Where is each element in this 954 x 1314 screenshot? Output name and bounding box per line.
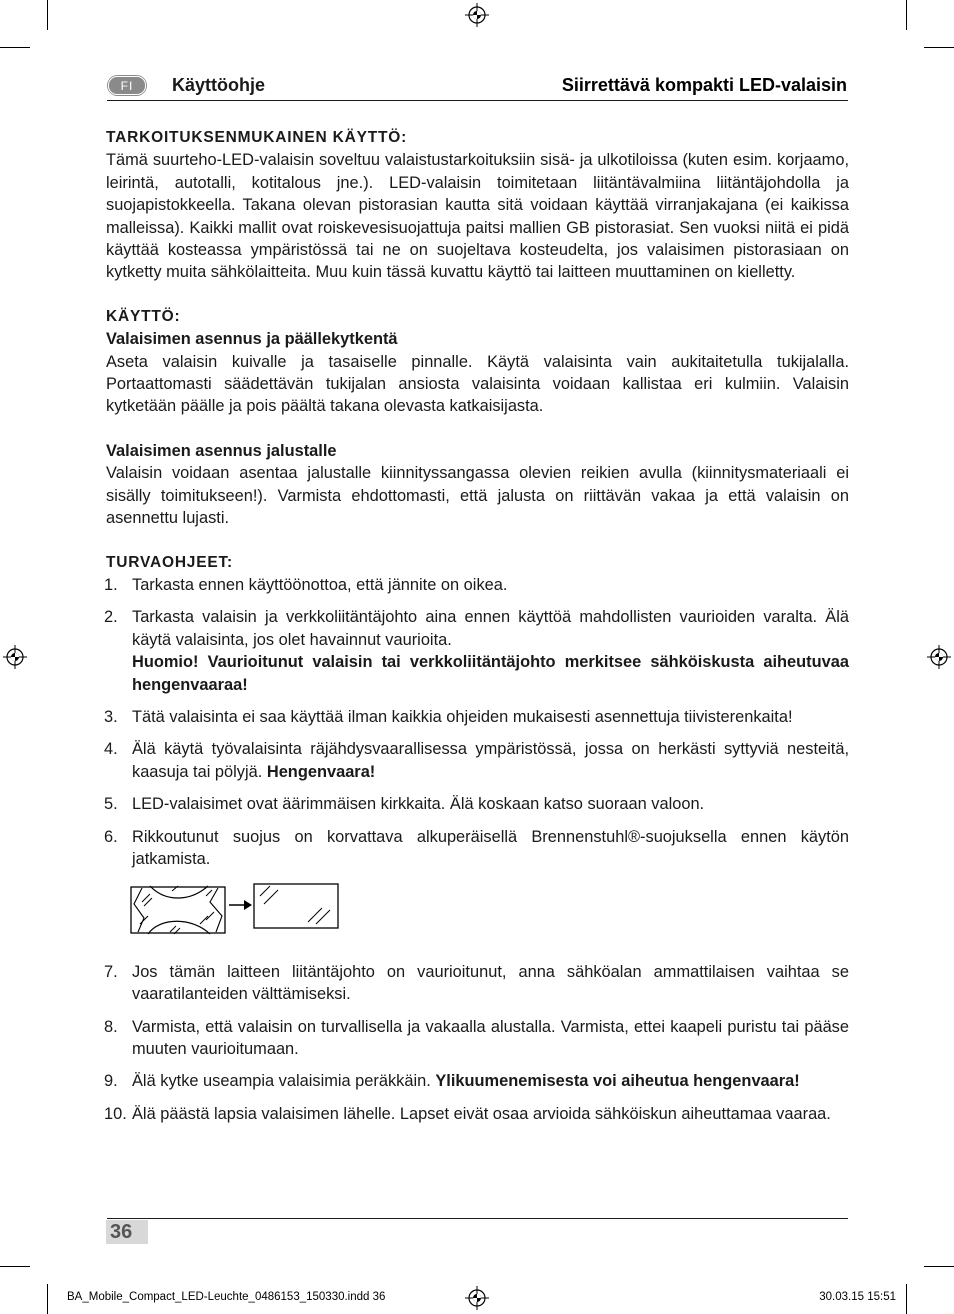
registration-mark-icon — [465, 3, 489, 27]
crop-mark — [924, 1266, 954, 1267]
item-warning: Hengenvaara! — [266, 762, 376, 781]
item-warning: Huomio! Vaurioitunut valaisin tai verkkoliitäntäjohto merkitsee sähköiskusta aiheutuvaa hengenvaaraa! — [132, 653, 849, 694]
safety-list-continued — [106, 961, 849, 1125]
crop-mark — [47, 1284, 48, 1314]
safety-item — [106, 1016, 849, 1061]
usage-stand-text: Valaisin voidaan asentaa jalustalle kiinnityssangassa olevien reikien avulla (kiinnitysmateriaali ei sisälly toimitukseen!). Varmista ehdottomasti, että jalusta on riittävän vakaa ja että valaisin on asennettu lujasti. — [106, 464, 849, 528]
intended-use-heading: TARKOITUKSENMUKAINEN KÄYTTÖ: — [106, 129, 408, 146]
item-text: LED-valaisimet ovat äärimmäisen kirkkaita. Älä koskaan katso suoraan valoon. — [132, 795, 705, 814]
item-number: 2. — [104, 608, 118, 627]
intended-use-text: Tämä suurteho-LED-valaisin soveltuu valaistustarkoituksiin sisä- ja ulkotiloissa (kuten esim. korjaamo, leirintä, autotalli, kotitalous jne.). LED-valaisin toimitetaan liitäntävalmiina liitäntäjohdolla ja suojapistokkeella. Takana olevan pistorasian kautta sitä voidaan käyttää virranjakajana (ei kaikissa malleissa). Kaikki mallit ovat roiskevesisuojattuja paitsi mallien GB pistorasiat. Sen vuoksi niitä ei pidä käyttää kosteassa ympäristössä tai ne on suojeltava kosteudelta, jos valaisimen pistorasiaan on kytketty muita sähkölaitteita. Muu kuin tässä kuvattu käyttö tai laitteen muuttaminen on kielletty. — [106, 151, 849, 282]
item-number: 1. — [104, 575, 118, 594]
intact-cover-icon — [254, 884, 338, 928]
crop-mark — [906, 1284, 907, 1314]
cover-replacement-illustration — [130, 882, 350, 938]
item-number: 9. — [104, 1072, 118, 1091]
crop-mark — [924, 47, 954, 48]
registration-mark-icon — [927, 645, 951, 669]
usage-subheading-setup: Valaisimen asennus ja päällekytkentä — [106, 330, 398, 349]
safety-item — [106, 1070, 849, 1092]
item-text: Älä käytä työvalaisinta räjähdysvaarallisessa ympäristössä, jossa on herkästi syttyviä nesteitä, kaasuja tai pölyjä. — [132, 740, 849, 781]
item-text: Jos tämän laitteen liitäntäjohto on vaurioitunut, anna sähköalan ammattilaisen vaihtaa se vaaratilanteiden välttämiseksi. — [132, 962, 849, 1004]
item-warning: Ylikuumenemisesta voi aiheutua hengenvaara! — [435, 1072, 800, 1091]
item-text: Älä kytke useampia valaisimia peräkkäin. — [132, 1072, 431, 1091]
usage-subheading-stand: Valaisimen asennus jalustalle — [106, 441, 337, 460]
safety-heading: TURVAOHJEET: — [106, 553, 234, 571]
crop-mark — [0, 47, 30, 48]
safety-list — [106, 574, 849, 870]
page-number: 36 — [106, 1220, 148, 1244]
item-text: Tarkasta valaisin ja verkkoliitäntäjohto aina ennen käyttöä mahdollisten vaurioiden varalta. Älä käytä valaisinta, jos olet havainnut vaurioita. — [132, 608, 849, 649]
item-text: Rikkoutunut suojus on korvattava alkuperäisellä Brennenstuhl®-suojuksella ennen käytön jatkamista. — [132, 827, 849, 868]
item-text: Tätä valaisinta ei saa käyttää ilman kaikkia ohjeiden mukaisesti asennettuja tiivisterenkaita! — [132, 707, 793, 726]
item-text: Varmista, että valaisin on turvallisella ja vakaalla alustalla. Varmista, ettei kaapeli puristu tai pääse muuten vaurioitumaan. — [132, 1017, 849, 1058]
safety-item — [106, 738, 849, 783]
registration-mark-icon — [3, 645, 27, 669]
item-number: 4. — [104, 740, 118, 759]
item-number: 10. — [104, 1104, 127, 1123]
crop-mark — [906, 0, 907, 30]
item-number: 8. — [104, 1017, 118, 1036]
broken-cover-icon — [131, 886, 225, 934]
usage-heading: KÄYTTÖ: — [106, 307, 181, 325]
usage-setup-text: Aseta valaisin kuivalle ja tasaiselle pinnalle. Käytä valaisinta vain aukitaitetulla tukijalalla. Portaattomasti säädettävän tukijalan ansiosta valaisinta voidaan kallistaa eri kulmiin. Valaisin kytketään päälle ja pois päältä takana olevasta katkaisijasta. — [106, 352, 849, 416]
safety-item — [106, 606, 849, 696]
footer-divider — [107, 1218, 848, 1219]
item-number: 7. — [104, 962, 118, 981]
item-number: 5. — [104, 795, 118, 814]
safety-item — [106, 793, 849, 815]
crop-mark — [0, 1266, 30, 1267]
safety-item — [106, 574, 849, 596]
registration-mark-icon — [465, 1286, 489, 1310]
safety-item — [106, 706, 849, 728]
header-title-left: Käyttöohje — [172, 75, 266, 95]
language-code: FI — [108, 76, 146, 95]
page-body — [106, 127, 849, 1135]
safety-item — [106, 826, 849, 871]
language-badge — [107, 75, 147, 96]
header-divider — [107, 100, 848, 101]
safety-item — [106, 1103, 849, 1125]
safety-item — [106, 961, 849, 1006]
print-slug-date: 30.03.15 15:51 — [819, 1291, 896, 1303]
crop-mark — [47, 0, 48, 30]
header-title-right: Siirrettävä kompakti LED-valaisin — [561, 75, 847, 95]
item-text: Tarkasta ennen käyttöönottoa, että jännite on oikea. — [132, 575, 508, 594]
print-slug-file: BA_Mobile_Compact_LED-Leuchte_0486153_150330.indd 36 — [67, 1291, 386, 1303]
item-number: 3. — [104, 707, 118, 726]
arrow-right-icon — [229, 900, 252, 910]
item-text: Älä päästä lapsia valaisimen lähelle. Lapset eivät osaa arvioida sähköiskun aiheuttamaa vaaraa. — [132, 1104, 831, 1123]
item-number: 6. — [104, 827, 118, 846]
